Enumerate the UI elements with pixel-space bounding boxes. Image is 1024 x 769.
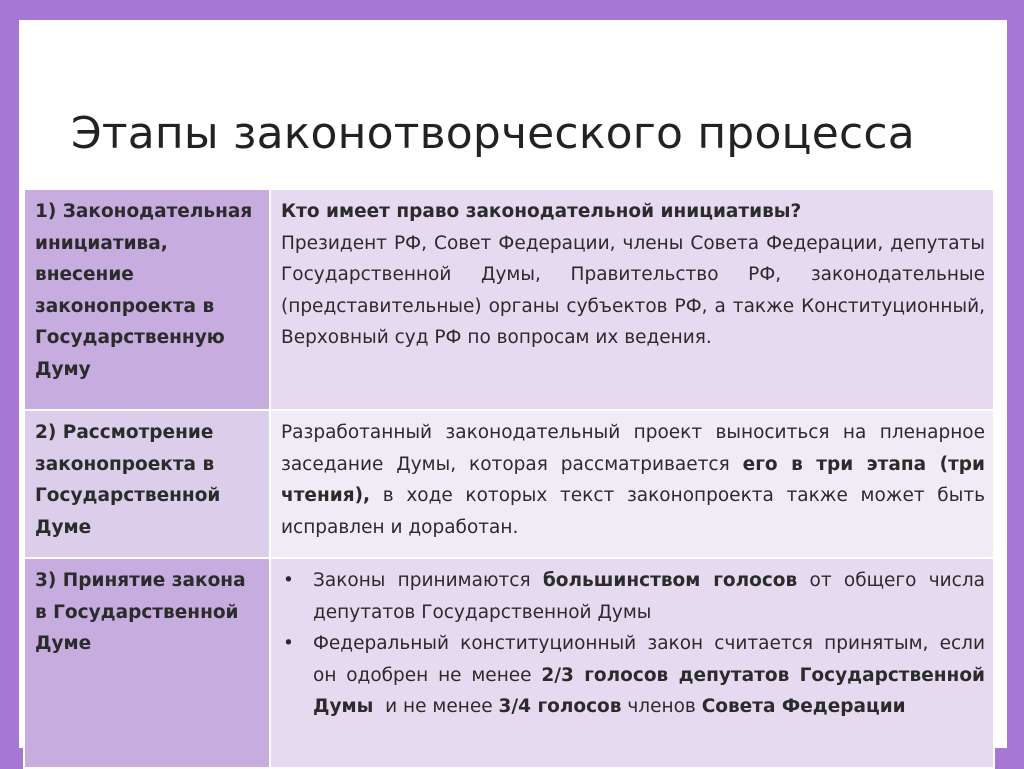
table-row bbox=[24, 189, 994, 410]
page-title: Этапы законотворческого процесса bbox=[71, 108, 915, 159]
stage-label: 3) Принятие закона в Государственной Думе bbox=[24, 558, 270, 768]
bullet-marker: • bbox=[283, 633, 294, 654]
stages-table bbox=[23, 188, 995, 769]
table-row bbox=[24, 410, 994, 558]
stage-description bbox=[270, 558, 994, 768]
list-item bbox=[281, 565, 985, 628]
slide bbox=[19, 20, 1007, 748]
answer-text: Президент РФ, Совет Федерации, члены Совета Федерации, депутаты Государственной Думы, Правительство РФ, законодательные (представительные) органы субъектов РФ, а также Конституционный, Верховный суд РФ по вопросам их ведения. bbox=[281, 232, 985, 348]
desc-bold: его в три этапа (три чтения), bbox=[281, 453, 985, 506]
stage-description bbox=[270, 189, 994, 410]
stage-label: 1) Законодательная инициатива, внесение законопроекта в Государственную Думу bbox=[24, 189, 270, 410]
bullet-marker: • bbox=[283, 570, 294, 591]
list-item-text: Федеральный конституционный закон считается принятым, если он одобрен не менее 2/3 голосов депутатов Государственной Думы и не менее 3/4 голосов членов Совета Федерации bbox=[313, 633, 986, 717]
desc-text: в ходе которых текст законопроекта также может быть исправлен и доработан. bbox=[281, 485, 985, 538]
stage-description bbox=[270, 410, 994, 558]
desc-text: Разработанный законодательный проект выноситься на пленарное заседание Думы, которая рассматривается bbox=[281, 422, 985, 475]
table-row bbox=[24, 558, 994, 768]
list-item bbox=[281, 628, 985, 723]
stage-label: 2) Рассмотрение законопроекта в Государственной Думе bbox=[24, 410, 270, 558]
list-item-text: Законы принимаются большинством голосов от общего числа депутатов Государственной Думы bbox=[313, 570, 986, 623]
question-text: Кто имеет право законодательной инициативы? bbox=[281, 201, 802, 222]
